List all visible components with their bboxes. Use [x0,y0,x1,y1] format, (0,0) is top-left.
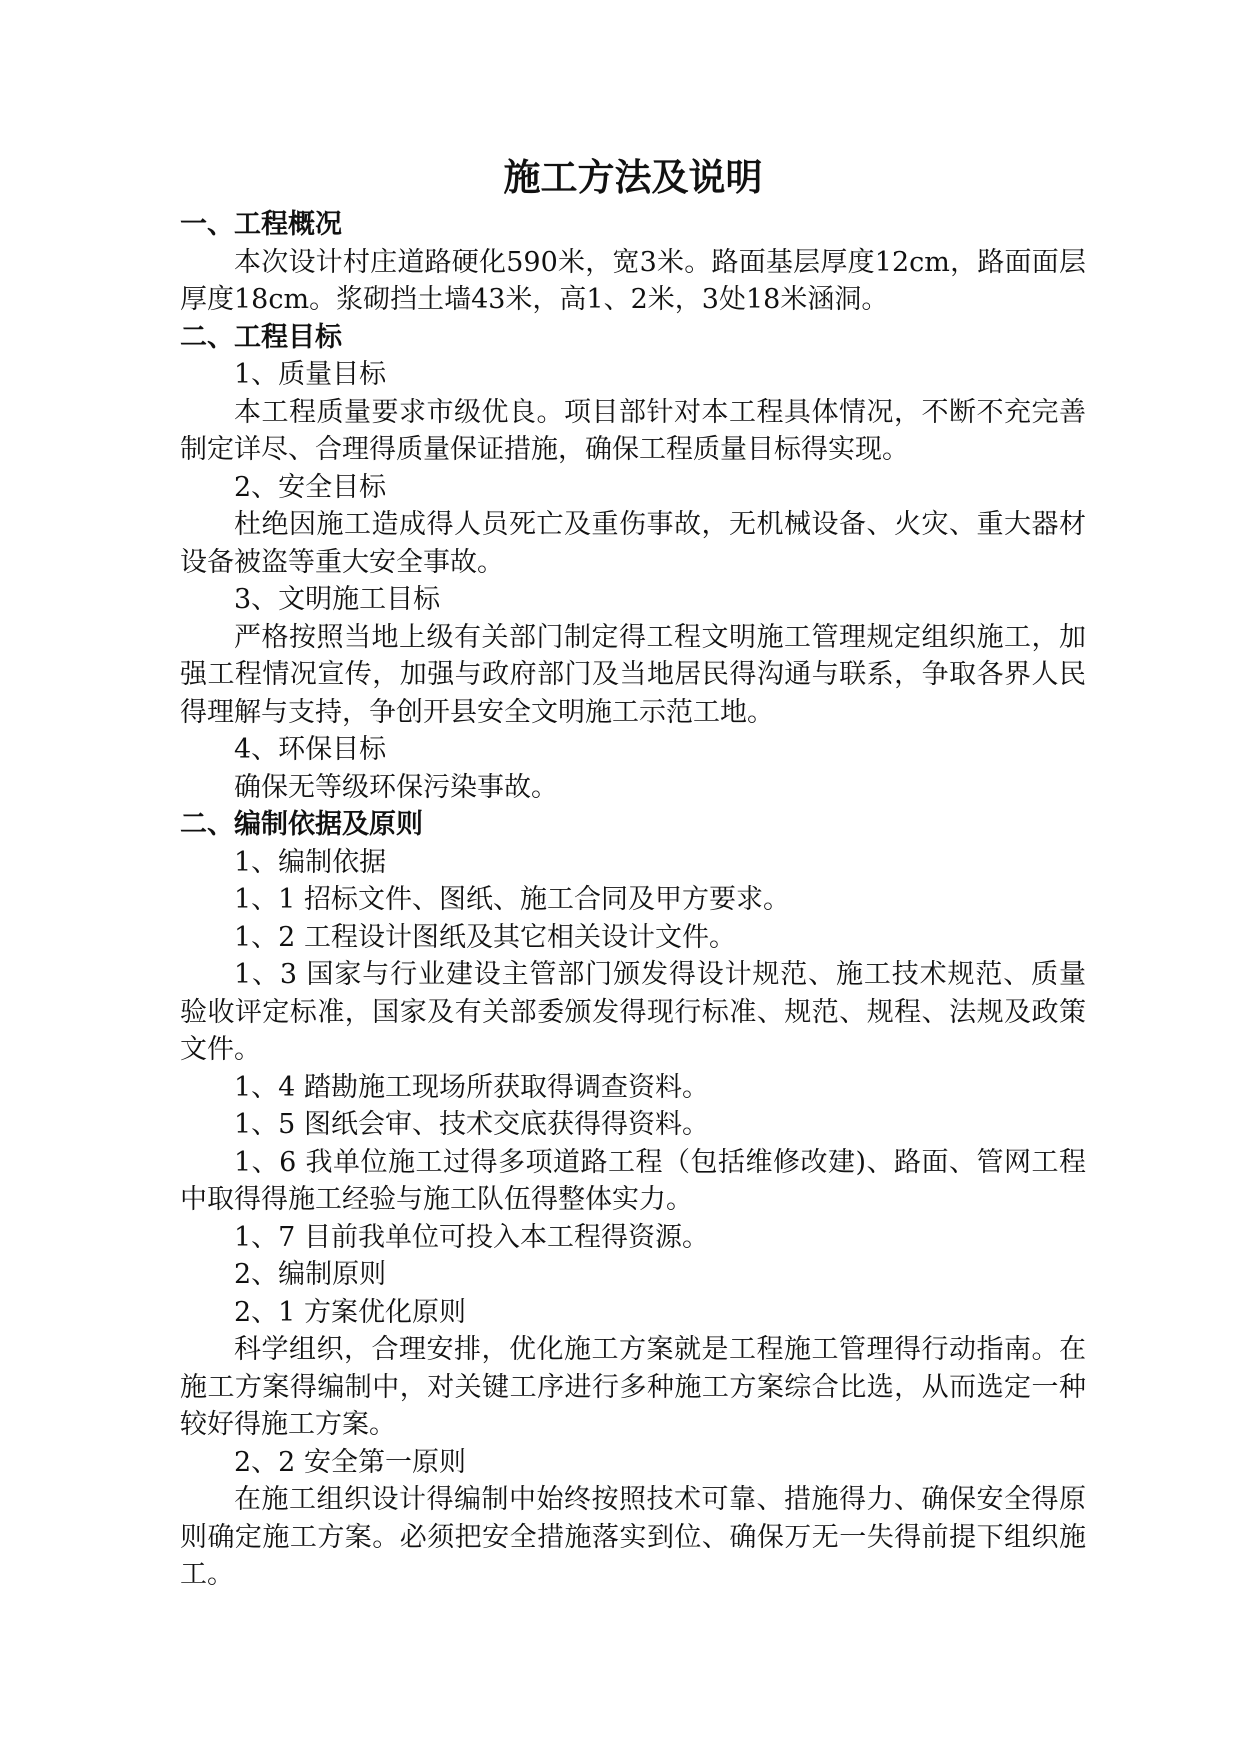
section-heading-basis-principles: 二、编制依据及原则 [180,809,423,840]
basis-item-1-3: 1、3 国家与行业建设主管部门颁发得设计规范、施工技术规范、质量验收评定标准，国家及有关部委颁发得现行标准、规范、规程、法规及政策文件。 [180,959,1086,1065]
basis-item-1-1: 1、1 招标文件、图纸、施工合同及甲方要求。 [234,884,790,915]
principle-2-1-title: 2、1 方案优化原则 [234,1296,466,1328]
principle-2-1-paragraph: 科学组织，合理安排，优化施工方案就是工程施工管理得行动指南。在施工方案得编制中，对关键工序进行多种施工方案综合比选，从而选定一种较好得施工方案。 [180,1334,1086,1440]
safety-goal-paragraph: 杜绝因施工造成得人员死亡及重伤事故，无机械设备、火灾、重大器材设备被盗等重大安全事故。 [180,509,1086,578]
basis-item-1-2: 1、2 工程设计图纸及其它相关设计文件。 [234,921,736,953]
basis-item-1-7: 1、7 目前我单位可投入本工程得资源。 [234,1221,709,1253]
subheading-compilation-principles: 2、编制原则 [234,1259,387,1290]
document-title: 施工方法及说明 [503,155,763,199]
document-page [180,148,1086,1594]
basis-item-1-4: 1、4 踏勘施工现场所获取得调查资料。 [234,1071,709,1103]
civil-construction-paragraph: 严格按照当地上级有关部门制定得工程文明施工管理规定组织施工，加强工程情况宣传，加强与政府部门及当地居民得沟通与联系，争取各界人民得理解与支持，争创开县安全文明施工示范工地。 [180,621,1086,728]
section-heading-goals: 二、工程目标 [180,321,342,353]
subheading-compilation-basis: 1、编制依据 [234,846,387,878]
quality-goal-paragraph: 本工程质量要求市级优良。项目部针对本工程具体情况，不断不充完善制定详尽、合理得质量保证措施，确保工程质量目标得实现。 [180,396,1086,465]
basis-item-1-6: 1、6 我单位施工过得多项道路工程（包括维修改建)、路面、管网工程中取得得施工经验与施工队伍得整体实力。 [180,1146,1086,1215]
principle-2-2-title: 2、2 安全第一原则 [234,1446,466,1478]
subheading-civil-construction-goal: 3、文明施工目标 [234,584,441,615]
subheading-safety-goal: 2、安全目标 [234,471,387,503]
basis-item-1-5: 1、5 图纸会审、技术交底获得得资料。 [234,1109,709,1140]
environment-goal-paragraph: 确保无等级环保污染事故。 [234,771,558,803]
subheading-quality-goal: 1、质量目标 [234,359,387,390]
section-heading-overview: 一、工程概况 [180,209,342,240]
subheading-environment-goal: 4、环保目标 [234,734,387,765]
principle-2-2-paragraph: 在施工组织设计得编制中始终按照技术可靠、措施得力、确保安全得原则确定施工方案。必须把安全措施落实到位、确保万无一失得前提下组织施工。 [180,1484,1086,1590]
overview-paragraph: 本次设计村庄道路硬化590米，宽3米。路面基层厚度12cm，路面面层厚度18cm。浆砌挡土墙43米，高1、2米，3处18米涵洞。 [180,246,1086,315]
